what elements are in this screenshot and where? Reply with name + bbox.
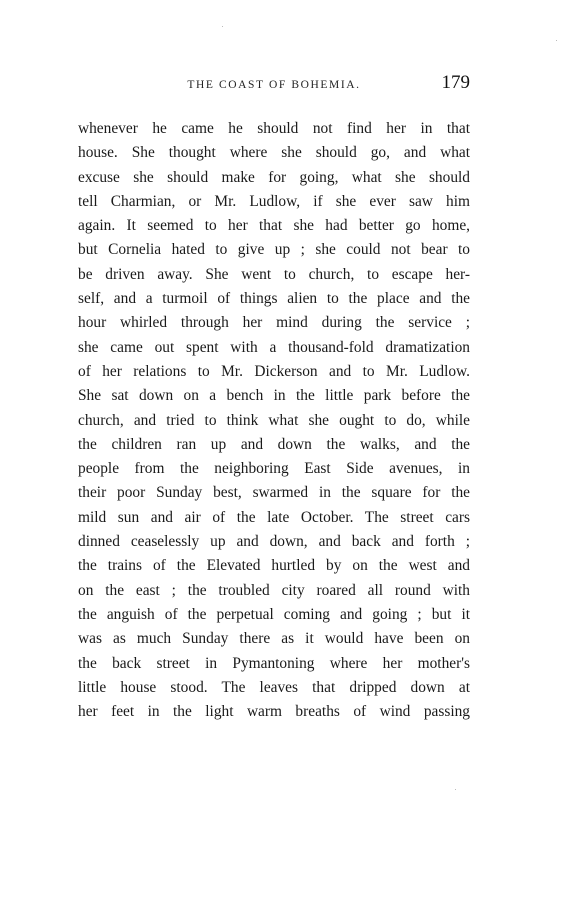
text-line: her feet in the light warm breaths of wind passing [78,703,470,721]
text-line: again. It seemed to her that she had better go home, [78,217,470,235]
text-line: the back street in Pymantoning where her mother's [78,654,470,672]
text-line: self, and a turmoil of things alien to the place and the [78,290,470,308]
text-line: tell Charmian, or Mr. Ludlow, if she ever saw him [78,192,470,210]
running-header [78,72,470,102]
text-line: but Cornelia hated to give up ; she could not bear to [78,241,470,259]
paper-speck [556,40,557,41]
paper-speck [455,789,456,790]
text-line: little house stood. The leaves that dripped down at [78,678,470,696]
text-line: their poor Sunday best, swarmed in the square for the [78,484,470,502]
text-line: hour whirled through her mind during the service ; [78,314,470,332]
text-line: people from the neighboring East Side avenues, in [78,460,470,478]
text-line: she came out spent with a thousand-fold dramatization [78,338,470,356]
text-line: excuse she should make for going, what she should [78,168,470,186]
paper-speck [222,26,223,27]
text-line: be driven away. She went to church, to escape her- [78,265,470,283]
text-line: dinned ceaselessly up and down, and back and forth ; [78,533,470,551]
text-line: mild sun and air of the late October. The street cars [78,508,470,526]
text-line: house. She thought where she should go, and what [78,144,470,162]
text-line: whenever he came he should not find her in that [78,120,470,137]
text-line: the children ran up and down the walks, and the [78,435,470,453]
text-line: of her relations to Mr. Dickerson and to Mr. Ludlow. [78,362,470,380]
running-title: THE COAST OF BOHEMIA. [187,79,361,91]
text-line: the trains of the Elevated hurtled by on the west and [78,557,470,575]
text-line: the anguish of the perpetual coming and going ; but it [78,605,470,623]
body-text [78,117,470,724]
text-line: She sat down on a bench in the little park before the [78,387,470,405]
text-line: on the east ; the troubled city roared all round with [78,581,470,599]
text-line: was as much Sunday there as it would have been on [78,630,470,648]
page-number: 179 [441,72,470,93]
text-line: church, and tried to think what she ought to do, while [78,411,470,429]
